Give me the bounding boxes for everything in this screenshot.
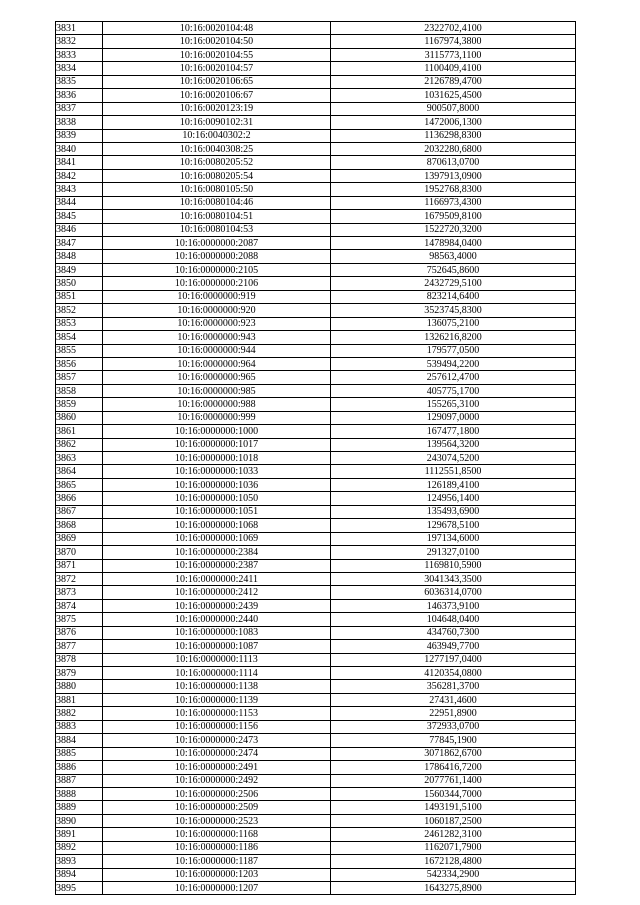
- cadastral-number-cell: 10:16:0000000:1153: [103, 707, 331, 720]
- cadastral-value-cell: 3041343,3500: [331, 572, 576, 585]
- table-row: [56, 250, 576, 263]
- row-number-cell: 3874: [56, 599, 103, 612]
- table-row: [56, 774, 576, 787]
- table-row: [56, 787, 576, 800]
- row-number-cell: 3886: [56, 761, 103, 774]
- table-row: [56, 680, 576, 693]
- cadastral-number-cell: 10:16:0000000:1000: [103, 425, 331, 438]
- row-number-cell: 3859: [56, 398, 103, 411]
- cadastral-number-cell: 10:16:0000000:1050: [103, 492, 331, 505]
- cadastral-number-cell: 10:16:0020104:55: [103, 48, 331, 61]
- cadastral-value-cell: 6036314,0700: [331, 586, 576, 599]
- row-number-cell: 3860: [56, 411, 103, 424]
- cadastral-number-cell: 10:16:0080104:53: [103, 223, 331, 236]
- table-row: [56, 317, 576, 330]
- cadastral-value-cell: 1031625,4500: [331, 89, 576, 102]
- row-number-cell: 3877: [56, 640, 103, 653]
- row-number-cell: 3887: [56, 774, 103, 787]
- cadastral-value-cell: 2461282,3100: [331, 828, 576, 841]
- cadastral-number-cell: 10:16:0000000:2509: [103, 801, 331, 814]
- cadastral-value-cell: 1277197,0400: [331, 653, 576, 666]
- cadastral-value-cell: 243074,5200: [331, 452, 576, 465]
- cadastral-number-cell: 10:16:0040308:25: [103, 142, 331, 155]
- row-number-cell: 3865: [56, 478, 103, 491]
- cadastral-number-cell: 10:16:0080104:51: [103, 210, 331, 223]
- cadastral-value-cell: 1136298,8300: [331, 129, 576, 142]
- cadastral-value-cell: 1167974,3800: [331, 35, 576, 48]
- row-number-cell: 3871: [56, 559, 103, 572]
- table-row: [56, 35, 576, 48]
- row-number-cell: 3878: [56, 653, 103, 666]
- cadastral-value-cell: 3115773,1100: [331, 48, 576, 61]
- table-row: [56, 653, 576, 666]
- table-row: [56, 707, 576, 720]
- table-row: [56, 142, 576, 155]
- table-row: [56, 693, 576, 706]
- cadastral-value-cell: 1100409,4100: [331, 62, 576, 75]
- row-number-cell: 3891: [56, 828, 103, 841]
- cadastral-number-cell: 10:16:0000000:1114: [103, 667, 331, 680]
- row-number-cell: 3847: [56, 237, 103, 250]
- cadastral-number-cell: 10:16:0020104:57: [103, 62, 331, 75]
- row-number-cell: 3870: [56, 546, 103, 559]
- cadastral-value-cell: 1112551,8500: [331, 465, 576, 478]
- table-row: [56, 304, 576, 317]
- cadastral-value-cell: 27431,4600: [331, 693, 576, 706]
- cadastral-number-cell: 10:16:0000000:1113: [103, 653, 331, 666]
- row-number-cell: 3872: [56, 572, 103, 585]
- cadastral-number-cell: 10:16:0000000:2087: [103, 237, 331, 250]
- row-number-cell: 3842: [56, 169, 103, 182]
- cadastral-value-cell: 1326216,8200: [331, 331, 576, 344]
- cadastral-value-cell: 3071862,6700: [331, 747, 576, 760]
- row-number-cell: 3892: [56, 841, 103, 854]
- cadastral-value-cell: 1952768,8300: [331, 183, 576, 196]
- table-row: [56, 734, 576, 747]
- table-row: [56, 438, 576, 451]
- table-row: [56, 841, 576, 854]
- row-number-cell: 3867: [56, 505, 103, 518]
- table-row: [56, 344, 576, 357]
- cadastral-value-cell: 104648,0400: [331, 613, 576, 626]
- row-number-cell: 3876: [56, 626, 103, 639]
- table-row: [56, 626, 576, 639]
- cadastral-value-cell: 1786416,7200: [331, 761, 576, 774]
- row-number-cell: 3854: [56, 331, 103, 344]
- row-number-cell: 3861: [56, 425, 103, 438]
- cadastral-value-cell: 823214,6400: [331, 290, 576, 303]
- row-number-cell: 3863: [56, 452, 103, 465]
- table-row: [56, 532, 576, 545]
- cadastral-number-cell: 10:16:0000000:923: [103, 317, 331, 330]
- cadastral-number-cell: 10:16:0000000:2411: [103, 572, 331, 585]
- table-row: [56, 48, 576, 61]
- table-row: [56, 640, 576, 653]
- cadastral-value-cell: 434760,7300: [331, 626, 576, 639]
- cadastral-value-cell: 2432729,5100: [331, 277, 576, 290]
- cadastral-number-cell: 10:16:0080205:52: [103, 156, 331, 169]
- cadastral-number-cell: 10:16:0000000:1087: [103, 640, 331, 653]
- cadastral-value-cell: 1169810,5900: [331, 559, 576, 572]
- cadastral-number-cell: 10:16:0000000:920: [103, 304, 331, 317]
- cadastral-value-cell: 135493,6900: [331, 505, 576, 518]
- cadastral-value-cell: 372933,0700: [331, 720, 576, 733]
- cadastral-number-cell: 10:16:0000000:1168: [103, 828, 331, 841]
- cadastral-number-cell: 10:16:0000000:1018: [103, 452, 331, 465]
- cadastral-value-cell: 870613,0700: [331, 156, 576, 169]
- cadastral-number-cell: 10:16:0000000:1017: [103, 438, 331, 451]
- table-row: [56, 761, 576, 774]
- cadastral-value-cell: 1472006,1300: [331, 116, 576, 129]
- table-row: [56, 452, 576, 465]
- cadastral-number-cell: 10:16:0090102:31: [103, 116, 331, 129]
- cadastral-number-cell: 10:16:0000000:944: [103, 344, 331, 357]
- cadastral-number-cell: 10:16:0000000:2384: [103, 546, 331, 559]
- table-row: [56, 156, 576, 169]
- table-row: [56, 411, 576, 424]
- table-row: [56, 478, 576, 491]
- row-number-cell: 3881: [56, 693, 103, 706]
- cadastral-number-cell: 10:16:0000000:1187: [103, 855, 331, 868]
- row-number-cell: 3833: [56, 48, 103, 61]
- table-row: [56, 572, 576, 585]
- table-row: [56, 855, 576, 868]
- table-row: [56, 263, 576, 276]
- cadastral-number-cell: 10:16:0000000:2523: [103, 814, 331, 827]
- cadastral-value-cell: 129678,5100: [331, 519, 576, 532]
- table-row: [56, 384, 576, 397]
- row-number-cell: 3841: [56, 156, 103, 169]
- cadastral-number-cell: 10:16:0020106:67: [103, 89, 331, 102]
- cadastral-value-cell: 22951,8900: [331, 707, 576, 720]
- row-number-cell: 3849: [56, 263, 103, 276]
- table-row: [56, 277, 576, 290]
- cadastral-number-cell: 10:16:0000000:1051: [103, 505, 331, 518]
- cadastral-value-cell: 2126789,4700: [331, 75, 576, 88]
- table-row: [56, 747, 576, 760]
- row-number-cell: 3848: [56, 250, 103, 263]
- cadastral-number-cell: 10:16:0000000:2473: [103, 734, 331, 747]
- table-row: [56, 102, 576, 115]
- table-row: [56, 196, 576, 209]
- cadastral-number-cell: 10:16:0000000:1203: [103, 868, 331, 881]
- row-number-cell: 3844: [56, 196, 103, 209]
- row-number-cell: 3890: [56, 814, 103, 827]
- table-row: [56, 882, 576, 895]
- row-number-cell: 3835: [56, 75, 103, 88]
- table-row: [56, 828, 576, 841]
- cadastral-number-cell: 10:16:0000000:2506: [103, 787, 331, 800]
- table-row: [56, 210, 576, 223]
- cadastral-number-cell: 10:16:0000000:1068: [103, 519, 331, 532]
- cadastral-value-cell: 1166973,4300: [331, 196, 576, 209]
- cadastral-number-cell: 10:16:0000000:1033: [103, 465, 331, 478]
- table-row: [56, 223, 576, 236]
- cadastral-number-cell: 10:16:0020123:19: [103, 102, 331, 115]
- cadastral-value-cell: 752645,8600: [331, 263, 576, 276]
- row-number-cell: 3894: [56, 868, 103, 881]
- row-number-cell: 3883: [56, 720, 103, 733]
- cadastral-number-cell: 10:16:0000000:2439: [103, 599, 331, 612]
- cadastral-number-cell: 10:16:0080105:50: [103, 183, 331, 196]
- cadastral-value-cell: 2077761,1400: [331, 774, 576, 787]
- cadastral-value-cell: 146373,9100: [331, 599, 576, 612]
- table-row: [56, 331, 576, 344]
- table-row: [56, 814, 576, 827]
- row-number-cell: 3858: [56, 384, 103, 397]
- row-number-cell: 3866: [56, 492, 103, 505]
- table-row: [56, 425, 576, 438]
- cadastral-value-cell: 291327,0100: [331, 546, 576, 559]
- cadastral-number-cell: 10:16:0000000:943: [103, 331, 331, 344]
- cadastral-number-cell: 10:16:0080104:46: [103, 196, 331, 209]
- cadastral-value-cell: 1162071,7900: [331, 841, 576, 854]
- table-row: [56, 129, 576, 142]
- cadastral-value-cell: 139564,3200: [331, 438, 576, 451]
- table-row: [56, 801, 576, 814]
- row-number-cell: 3888: [56, 787, 103, 800]
- row-number-cell: 3869: [56, 532, 103, 545]
- cadastral-value-cell: 1522720,3200: [331, 223, 576, 236]
- table-row: [56, 868, 576, 881]
- cadastral-number-cell: 10:16:0000000:2474: [103, 747, 331, 760]
- row-number-cell: 3873: [56, 586, 103, 599]
- row-number-cell: 3864: [56, 465, 103, 478]
- cadastral-value-cell: 1560344,7000: [331, 787, 576, 800]
- cadastral-number-cell: 10:16:0000000:2387: [103, 559, 331, 572]
- table-row: [56, 169, 576, 182]
- table-row: [56, 89, 576, 102]
- row-number-cell: 3895: [56, 882, 103, 895]
- cadastral-value-cell: 98563,4000: [331, 250, 576, 263]
- cadastral-number-cell: 10:16:0000000:999: [103, 411, 331, 424]
- row-number-cell: 3855: [56, 344, 103, 357]
- table-row: [56, 75, 576, 88]
- cadastral-number-cell: 10:16:0000000:2412: [103, 586, 331, 599]
- row-number-cell: 3837: [56, 102, 103, 115]
- row-number-cell: 3882: [56, 707, 103, 720]
- cadastral-number-cell: 10:16:0000000:1069: [103, 532, 331, 545]
- cadastral-number-cell: 10:16:0020104:48: [103, 22, 331, 35]
- row-number-cell: 3845: [56, 210, 103, 223]
- table-row: [56, 519, 576, 532]
- cadastral-value-cell: 136075,2100: [331, 317, 576, 330]
- cadastral-number-cell: 10:16:0000000:2440: [103, 613, 331, 626]
- row-number-cell: 3880: [56, 680, 103, 693]
- cadastral-value-cell: 463949,7700: [331, 640, 576, 653]
- cadastral-number-cell: 10:16:0000000:985: [103, 384, 331, 397]
- row-number-cell: 3836: [56, 89, 103, 102]
- row-number-cell: 3884: [56, 734, 103, 747]
- table-row: [56, 357, 576, 370]
- table-row: [56, 183, 576, 196]
- table-row: [56, 371, 576, 384]
- row-number-cell: 3857: [56, 371, 103, 384]
- cadastral-number-cell: 10:16:0020106:65: [103, 75, 331, 88]
- row-number-cell: 3853: [56, 317, 103, 330]
- row-number-cell: 3839: [56, 129, 103, 142]
- row-number-cell: 3885: [56, 747, 103, 760]
- table-row: [56, 613, 576, 626]
- cadastral-number-cell: 10:16:0080205:54: [103, 169, 331, 182]
- cadastral-value-cell: 405775,1700: [331, 384, 576, 397]
- cadastral-number-cell: 10:16:0000000:964: [103, 357, 331, 370]
- table-row: [56, 599, 576, 612]
- cadastral-number-cell: 10:16:0000000:1138: [103, 680, 331, 693]
- cadastral-value-cell: 4120354,0800: [331, 667, 576, 680]
- cadastral-value-cell: 3523745,8300: [331, 304, 576, 317]
- cadastral-value-cell: 77845,1900: [331, 734, 576, 747]
- cadastral-number-cell: 10:16:0000000:2491: [103, 761, 331, 774]
- cadastral-value-cell: 1643275,8900: [331, 882, 576, 895]
- cadastral-value-cell: 126189,4100: [331, 478, 576, 491]
- cadastral-value-cell: 1493191,5100: [331, 801, 576, 814]
- row-number-cell: 3862: [56, 438, 103, 451]
- table-body: [56, 22, 576, 895]
- row-number-cell: 3851: [56, 290, 103, 303]
- table-row: [56, 586, 576, 599]
- table-row: [56, 237, 576, 250]
- cadastral-value-table: [55, 21, 576, 895]
- table-row: [56, 22, 576, 35]
- table-row: [56, 720, 576, 733]
- cadastral-value-cell: 155265,3100: [331, 398, 576, 411]
- cadastral-number-cell: 10:16:0000000:2105: [103, 263, 331, 276]
- row-number-cell: 3875: [56, 613, 103, 626]
- table-row: [56, 116, 576, 129]
- row-number-cell: 3840: [56, 142, 103, 155]
- cadastral-number-cell: 10:16:0000000:2106: [103, 277, 331, 290]
- cadastral-value-cell: 1060187,2500: [331, 814, 576, 827]
- row-number-cell: 3843: [56, 183, 103, 196]
- table-row: [56, 505, 576, 518]
- cadastral-number-cell: 10:16:0000000:1083: [103, 626, 331, 639]
- cadastral-value-cell: 257612,4700: [331, 371, 576, 384]
- cadastral-number-cell: 10:16:0000000:988: [103, 398, 331, 411]
- row-number-cell: 3868: [56, 519, 103, 532]
- table-row: [56, 546, 576, 559]
- cadastral-value-cell: 356281,3700: [331, 680, 576, 693]
- table-row: [56, 559, 576, 572]
- cadastral-value-cell: 1672128,4800: [331, 855, 576, 868]
- cadastral-number-cell: 10:16:0000000:1139: [103, 693, 331, 706]
- row-number-cell: 3850: [56, 277, 103, 290]
- table-row: [56, 667, 576, 680]
- row-number-cell: 3852: [56, 304, 103, 317]
- cadastral-value-cell: 2032280,6800: [331, 142, 576, 155]
- cadastral-value-cell: 539494,2200: [331, 357, 576, 370]
- cadastral-number-cell: 10:16:0040302:2: [103, 129, 331, 142]
- row-number-cell: 3889: [56, 801, 103, 814]
- row-number-cell: 3879: [56, 667, 103, 680]
- cadastral-number-cell: 10:16:0000000:965: [103, 371, 331, 384]
- cadastral-number-cell: 10:16:0000000:1186: [103, 841, 331, 854]
- table-row: [56, 465, 576, 478]
- cadastral-value-cell: 1679509,8100: [331, 210, 576, 223]
- row-number-cell: 3846: [56, 223, 103, 236]
- cadastral-number-cell: 10:16:0000000:1036: [103, 478, 331, 491]
- row-number-cell: 3856: [56, 357, 103, 370]
- row-number-cell: 3831: [56, 22, 103, 35]
- row-number-cell: 3838: [56, 116, 103, 129]
- cadastral-value-cell: 1478984,0400: [331, 237, 576, 250]
- cadastral-number-cell: 10:16:0000000:1156: [103, 720, 331, 733]
- cadastral-value-cell: 124956,1400: [331, 492, 576, 505]
- row-number-cell: 3893: [56, 855, 103, 868]
- table-row: [56, 62, 576, 75]
- table-row: [56, 492, 576, 505]
- cadastral-value-cell: 197134,6000: [331, 532, 576, 545]
- cadastral-value-cell: 2322702,4100: [331, 22, 576, 35]
- cadastral-value-cell: 179577,0500: [331, 344, 576, 357]
- cadastral-value-cell: 1397913,0900: [331, 169, 576, 182]
- cadastral-value-cell: 167477,1800: [331, 425, 576, 438]
- table-row: [56, 290, 576, 303]
- row-number-cell: 3832: [56, 35, 103, 48]
- table-row: [56, 398, 576, 411]
- cadastral-number-cell: 10:16:0020104:50: [103, 35, 331, 48]
- cadastral-value-cell: 129097,0000: [331, 411, 576, 424]
- cadastral-value-cell: 900507,8000: [331, 102, 576, 115]
- cadastral-value-cell: 542334,2900: [331, 868, 576, 881]
- row-number-cell: 3834: [56, 62, 103, 75]
- cadastral-number-cell: 10:16:0000000:1207: [103, 882, 331, 895]
- cadastral-number-cell: 10:16:0000000:919: [103, 290, 331, 303]
- cadastral-number-cell: 10:16:0000000:2088: [103, 250, 331, 263]
- cadastral-number-cell: 10:16:0000000:2492: [103, 774, 331, 787]
